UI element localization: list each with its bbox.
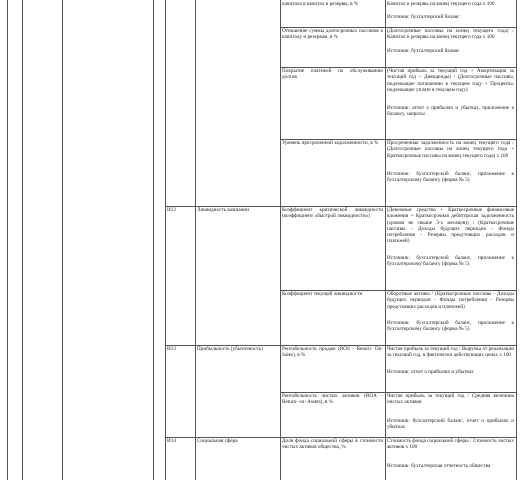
formula-text: Просроченная задолженность на конец текущего года / (Долгосрочные пассивы на конец текущего года + Краткосрочные пассивы на конец текущего года) х 100 [387, 140, 514, 159]
indicator-text: Доля фонда социальной сферы в стоимости чистых активов общества, % [282, 438, 383, 451]
indicator-cell [280, 290, 385, 345]
indicator-cell [280, 0, 385, 27]
source-text: Источник: бухгалтерский баланс, приложение к бухгалтерскому балансу (форма № 5) [387, 254, 514, 268]
indicator-text: Коэффициент текущей ликвидности [282, 291, 363, 297]
group-cell [195, 345, 280, 357]
code-text: И14 [167, 438, 176, 444]
source-text: Источник: отчет о прибылях и убытках, приложение к балансу, запросы [387, 105, 514, 118]
source-text: Источник: бухгалтерский баланс, приложение к бухгалтерскому балансу (форма № 5) [387, 319, 514, 333]
source-text: Источник: бухгалтерская отчетность общества [387, 462, 491, 469]
indicator-text: Рентабельность продаж (ROS - Return- On- Sales), в % [282, 346, 383, 359]
source-text: Источник: отчет о прибылях и убытках [387, 368, 474, 375]
source-text: Источник: бухгалтерский баланс, приложение к бухгалтерскому балансу (форма № 5) [387, 170, 514, 184]
formula-text: (Чистая прибыль за текущий год + Амортизация за текущий год – Дивиденды) / (Долгосрочные пассивы, подлежащие погашению в текущем году + Проценты, подлежащие уплате в текущем году) [387, 68, 514, 93]
indicator-cell [280, 27, 385, 67]
group-text: Ликвидность компании [197, 207, 249, 213]
formula-cell [385, 290, 516, 345]
column-border [165, 0, 166, 480]
group-text: Социальная сфера [197, 438, 238, 444]
code-cell [165, 437, 195, 449]
code-text: И13 [167, 346, 176, 352]
column-border [516, 0, 517, 480]
formula-cell [385, 392, 516, 437]
source-text: Источник: бухгалтерский баланс [387, 47, 460, 54]
indicator-text: капитала в капитал и резервы, в % [282, 1, 359, 7]
formula-cell [385, 437, 516, 480]
column-border [153, 0, 154, 480]
indicator-text: Коэффициент критической ликвидности (коэффициент «быстрой ликвидности») [282, 207, 383, 220]
column-border [195, 0, 196, 480]
formula-text: Стоимость фонда социальной сферы / Стоимость чистых активов х 100 [387, 438, 514, 451]
column-border [62, 0, 63, 480]
formula-cell [385, 206, 516, 290]
code-cell [165, 206, 195, 218]
formula-text: (Долгосрочные пассивы на конец текущего года) / Капитал и резервы на конец текущего года х 100 [387, 28, 514, 41]
group-cell [195, 206, 280, 218]
column-border [22, 0, 23, 480]
formula-cell [385, 27, 516, 67]
indicator-text: Рентабельность чистых активов (ROA - Return- on- Assets), в % [282, 393, 383, 406]
formula-cell [385, 0, 516, 27]
formula-cell [385, 139, 516, 206]
indicator-cell [280, 139, 385, 206]
source-text: Источник: бухгалтерский баланс, отчет о прибылях и убытках [387, 417, 514, 430]
indicator-cell [280, 345, 385, 392]
formula-text: Чистая прибыль за текущий год / Средняя величина чистых активов [387, 393, 514, 406]
indicator-cell [280, 392, 385, 437]
formula-text: Чистая прибыль за текущий год / Выручка от реализации за текущий год, в фактически действующих ценах х 100 [387, 346, 514, 359]
indicator-text: Отношение суммы долгосрочных пассивов к капиталу и резервам, в % [282, 28, 383, 41]
code-cell [165, 345, 195, 357]
group-cell [195, 437, 280, 449]
group-text: Прибыльность (убыточность) [197, 346, 263, 352]
indicator-text: Уровень просроченной задолженности, в % [282, 140, 379, 146]
indicator-cell [280, 67, 385, 139]
indicator-cell [280, 206, 385, 290]
source-text: Источник: бухгалтерский баланс [387, 14, 460, 21]
formula-cell [385, 345, 516, 392]
formula-text: (Денежные средства + Краткосрочные финансовые вложения + Краткосрочная дебиторская задолженность (сроком не свыше 3-х месяцев)) / (Краткосрочные пассивы - Доходы будущих периодов - Фонды потребления - Резервы предстоящих расходов и платежей) [387, 207, 514, 245]
column-border [7, 0, 8, 480]
code-text: И12 [167, 207, 176, 213]
formula-text: Оборотные активы / (Краткосрочные пассивы - Доходы будущих периодов - Фонды потребления - Резервы предстоящих расходов и платежей) [387, 291, 514, 310]
indicator-cell [280, 437, 385, 480]
formula-cell [385, 67, 516, 139]
indicator-text: Покрытие платежей по обслуживанию долгов [282, 68, 383, 81]
formula-text: Капитал и резервы на конец текущего года х 100 [387, 1, 495, 7]
